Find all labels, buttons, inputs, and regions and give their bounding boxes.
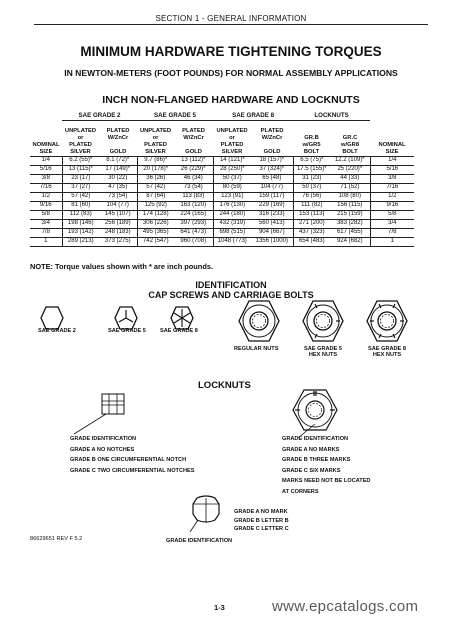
- label-grade5-hex-nuts: SAE GRADE 5 HEX NUTS: [304, 346, 342, 358]
- label-sae-grade-8: SAE GRADE 8: [160, 328, 198, 334]
- col-g8-unplated: UNPLATED or PLATED SILVER: [216, 128, 248, 155]
- grade5-hex-nut-icon: [302, 300, 344, 342]
- label-regular-nuts: REGULAR NUTS: [234, 346, 279, 352]
- col-nominal-size: NOMINAL SIZE: [32, 142, 60, 155]
- label-grade8-hex-nuts: SAE GRADE 8 HEX NUTS: [368, 346, 406, 358]
- table-row: 1/4 6.2 (55)* 8.1 (72)* 9.7 (86)* 13 (112)* 14 (121)* 18 (157)* 6.5 (75)* 12.2 (109)* 1/4: [30, 157, 414, 166]
- grade8-hex-nut-icon: [366, 300, 408, 342]
- locknuts-title: LOCKNUTS: [198, 380, 251, 391]
- col-nominal-size-right: NOMINAL SIZE: [378, 142, 406, 155]
- table-row: 7/8 193 (142) 248 (183) 495 (365) 641 (473) 698 (515) 904 (667) 437 (323) 617 (455) 7/8: [30, 229, 414, 238]
- identification-subtitle: CAP SCREWS AND CARRIAGE BOLTS: [148, 290, 314, 300]
- regular-nut-icon: [238, 300, 280, 342]
- torque-table-body: [30, 157, 414, 247]
- header-rule: [34, 24, 428, 25]
- table-title: INCH NON-FLANGED HARDWARE AND LOCKNUTS: [102, 94, 360, 106]
- col-g5-plated: PLATED W/ZnCr GOLD: [182, 128, 205, 155]
- watermark: www.epcatalogs.com: [272, 598, 419, 615]
- locknut-left-labels: GRADE IDENTIFICATION GRADE A NO NOTCHES GRADE B ONE CIRCUMFERENTIAL NOTCH GRADE C TWO CIRCUMFERENTIAL NOTCHES: [70, 436, 195, 474]
- col-g2-plated: PLATED W/ZnCr GOLD: [106, 128, 130, 155]
- table-row: 3/8 23 (17) 30 (22) 36 (26) 46 (34) 50 (37) 65 (48) 31 (23) 44 (33) 3/8: [30, 175, 414, 184]
- grade2-head-icon: [40, 306, 64, 330]
- page-number: 1-3: [214, 603, 225, 612]
- col-g2-unplated: UNPLATED or PLATED SILVER: [64, 128, 97, 155]
- grade5-head-icon: [114, 306, 138, 330]
- page-title: MINIMUM HARDWARE TIGHTENING TORQUES: [80, 44, 382, 59]
- col-locknut-grc: GR.C w/GR8 BOLT: [341, 135, 360, 155]
- table-row: 1 289 (213) 373 (275) 742 (547) 960 (708) 1048 (773) 1356 (1000) 654 (483) 924 (682) 1: [30, 238, 414, 247]
- table-row: 7/16 37 (27) 47 (35) 57 (42) 73 (54) 80 (59) 104 (77) 50 (37) 71 (52) 7/16: [30, 184, 414, 193]
- table-row: 9/16 81 (60) 104 (77) 125 (92) 163 (120) 176 (130) 229 (169) 111 (82) 156 (115) 9/16: [30, 202, 414, 211]
- group-header-grade5: SAE GRADE 5: [137, 111, 213, 121]
- group-header-locknuts: LOCKNUTS: [293, 111, 370, 121]
- identification-title: IDENTIFICATION: [195, 280, 267, 290]
- grade8-head-icon: [170, 306, 194, 330]
- section-header: SECTION 1 - GENERAL INFORMATION: [155, 14, 307, 23]
- col-g8-plated: PLATED W/ZnCr GOLD: [260, 128, 284, 155]
- torque-table: [30, 111, 414, 247]
- locknut-bottom-grade-id: GRADE IDENTIFICATION: [166, 538, 233, 544]
- table-row: 1/2 57 (42) 73 (54) 87 (64) 113 (83) 123 (91) 159 (117) 76 (56) 108 (80) 1/2: [30, 193, 414, 202]
- group-header-grade8: SAE GRADE 8: [213, 111, 293, 121]
- notched-locknut-icon: [66, 392, 146, 437]
- column-header-row: [30, 121, 414, 157]
- table-row: 3/4 198 (146) 256 (189) 306 (226) 397 (293) 432 (319) 560 (413) 271 (200) 383 (282) 3/4: [30, 220, 414, 229]
- label-sae-grade-2: SAE GRADE 2: [38, 328, 76, 334]
- label-sae-grade-5: SAE GRADE 5: [108, 328, 146, 334]
- locknut-right-labels: GRADE IDENTIFICATION GRADE A NO MARKS GRADE B THREE MARKS GRADE C SIX MARKS MARKS NEED NOT BE LOCATED AT CORNERS: [282, 436, 371, 495]
- group-header-grade2: SAE GRADE 2: [62, 111, 137, 121]
- group-header-row: [30, 111, 414, 121]
- table-row: 5/8 112 (83) 145 (107) 174 (128) 224 (165) 244 (180) 316 (233) 153 (113) 215 (159) 5/8: [30, 211, 414, 220]
- letter-locknut-icon: [186, 494, 226, 536]
- col-g5-unplated: UNPLATED or PLATED SILVER: [139, 128, 172, 155]
- document-code: 86629651 REV F 5.2: [30, 536, 83, 542]
- torque-note: NOTE: Torque values shown with * are inch pounds.: [30, 262, 214, 271]
- locknut-bottom-labels: GRADE A NO MARK GRADE B LETTER B GRADE C LETTER C: [234, 509, 289, 532]
- page-subtitle: IN NEWTON-METERS (FOOT POUNDS) FOR NORMAL ASSEMBLY APPLICATIONS: [64, 68, 398, 78]
- table-row: 5/16 13 (115)* 17 (149)* 20 (178)* 26 (229)* 28 (250)* 37 (324)* 17.5 (155)* 25 (220)* 5/16: [30, 166, 414, 175]
- col-locknut-grb: GR.B w/GR5 BOLT: [302, 135, 321, 155]
